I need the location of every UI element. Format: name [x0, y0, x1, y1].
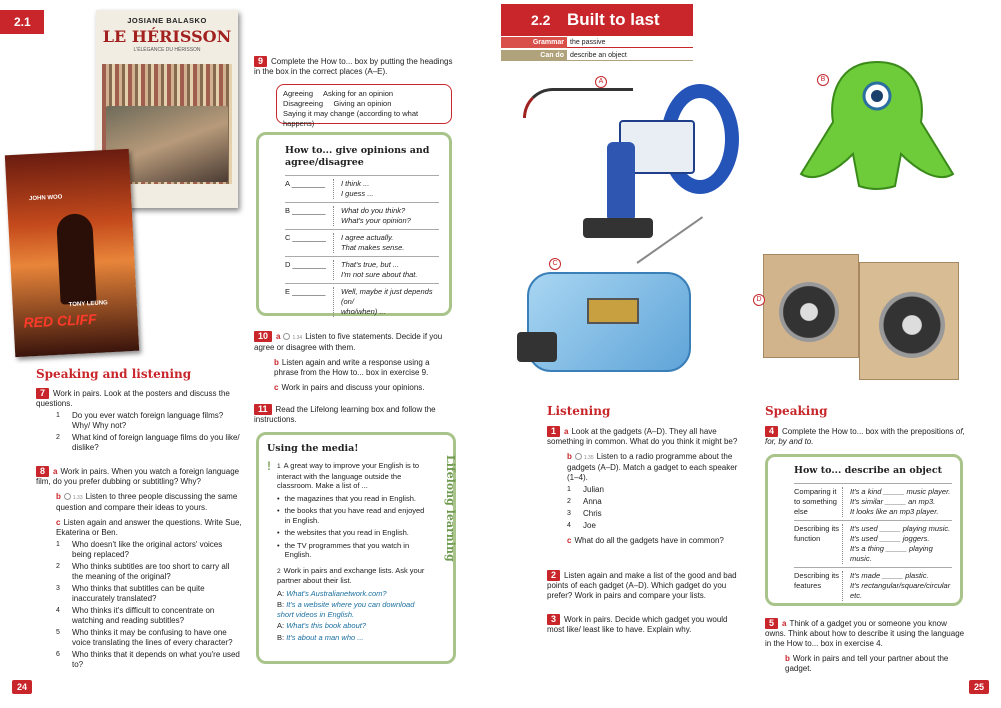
list-item: • the websites that you read in English. — [277, 528, 409, 537]
howto-row: Describing its function It's used _____ playing music. It's used _____ joggers. It's a thing _____ playing music. — [794, 520, 952, 567]
list-item: 4 Joe — [567, 521, 596, 530]
exercise-4: 4 Complete the How to... box with the prepositions of, for, by and to. — [765, 426, 965, 446]
list-item: 2 What kind of foreign language films do you like/ dislike? — [56, 433, 240, 452]
exercise-1: 1 a Look at the gadgets (A–D). They all have something in common. What do you think it might be? b 1.35 Listen to a radio programme about the gadgets (A–D). Match a gadget to each speaker (1–4). 1 Julian 2 Anna 3 Chris 4 Joe c What do all the gadgets have in common? — [547, 426, 743, 546]
page-number-right: 25 — [969, 680, 989, 694]
list-item: 2 Anna — [567, 497, 602, 506]
howto-row: Comparing it to something else It's a kind _____ music player. It's similar _____ an mp3. It looks like an mp3 player. — [794, 483, 952, 520]
poster-director: JOHN WOO — [28, 194, 63, 203]
howto-opinions-box — [256, 132, 452, 316]
right-page — [501, 0, 1001, 708]
photo-label-a: A — [595, 76, 607, 88]
howto-row: B ________ What do you think? What's your opinion? — [285, 202, 439, 229]
howto-object-title: How to... describe an object — [794, 465, 943, 476]
howto-object-box — [765, 454, 963, 606]
exercise-3: 3 Work in pairs. Decide which gadget you would most like/ least like to have. Explain why. — [547, 614, 728, 634]
list-item: 4 Who thinks it's difficult to concentrate on watching and reading subtitles? — [56, 606, 215, 625]
list-item: 3 Who thinks that subtitles can be quite inaccurately translated? — [56, 584, 205, 603]
unit-title: Built to last — [567, 10, 660, 29]
lifelong-side-label: Lifelong learning — [444, 455, 457, 562]
audio-icon[interactable] — [575, 453, 582, 460]
headings-box: Agreeing Asking for an opinion Disagreeing Giving an opinion Saying it may change (according to what happens) — [276, 84, 452, 124]
dialog: A: What's Australianetwork.com? B: It's a website where you can download short videos in English. A: What's this book about? B: It's about a man who ... — [277, 588, 415, 642]
speaking-heading: Speaking — [765, 404, 828, 418]
exercise-7: 7 Work in pairs. Look at the posters and discuss the questions. 1 Do you ever watch foreign language films? Why/ Why not? 2 What kind of foreign language films do you like/ dislike? — [36, 388, 242, 453]
poster-red-cliff-title: RED CLIFF — [23, 310, 98, 331]
poster-author: JOSIANE BALASKO — [127, 16, 207, 25]
exercise-10: 10 a 1.34 Listen to five statements. Decide if you agree or disagree with them. b Listen again and write a response using a phrase from the How to... box in exercise 9. c Work in pairs and discuss your opinions. — [254, 331, 443, 392]
audio-icon[interactable] — [64, 493, 71, 500]
list-item: 6 Who thinks that it depends on what you're used to? — [56, 650, 240, 669]
page-number-left: 24 — [12, 680, 32, 694]
audio-icon[interactable] — [283, 333, 290, 340]
exercise-9: 9 Complete the How to... box by putting the headings in the box in the correct places (A–E). — [254, 56, 453, 76]
list-item: 1 Who doesn't like the original actors' voices being replaced? — [56, 540, 223, 559]
unit-header — [501, 4, 693, 36]
exercise-11: 11 Read the Lifelong learning box and follow the instructions. — [254, 404, 436, 424]
photo-label-d: D — [753, 294, 765, 306]
exercise-2: 2 Listen again and make a list of the good and bad points of each gadget (A–D). Which gadget do you prefer? Work in pairs and compare your lists. — [547, 570, 737, 600]
unit-tab-left: 2.1 — [0, 10, 44, 34]
howto-row: E ________ Well, maybe it just depends (on/ who/when) ... — [285, 283, 439, 320]
list-item: 1 Do you ever watch foreign language films? Why/ Why not? — [56, 411, 224, 430]
exclamation-icon: ! — [267, 459, 271, 473]
list-item: • the magazines that you read in English. — [277, 493, 416, 503]
list-item: 2 Who thinks subtitles are too short to carry all the meaning of the original? — [56, 562, 230, 581]
list-item: • the books that you have read and enjoyed in English. — [277, 506, 425, 525]
lifelong-learning-box: Using the media! ! 1 A great way to improve your English is to interact with the language outside the classroom. Make a list of ... • the magazines that you read in English. • the books that you have read and enjoyed in English. • the websites that you read in English. • the TV programmes that you watch in English. 2 Work in pairs and exchange lists. Ask your partner about their list. A: What's Australianetwork.com? B: It's a website where you can download short videos in English. A: What's this book about? B: It's about a man who ... Lifelong learning — [256, 432, 456, 664]
listening-heading: Listening — [547, 404, 611, 418]
poster-title: LE HÉRISSON — [102, 27, 232, 46]
gadget-c-photo — [517, 262, 717, 382]
list-item: • the TV programmes that you watch in English. — [277, 540, 410, 559]
speaking-listening-heading: Speaking and listening — [36, 367, 192, 381]
howto-row: Describing its features It's made _____ plastic. It's rectangular/square/circular etc. — [794, 567, 952, 604]
exercise-5: 5 a Think of a gadget you or someone you know owns. Think about how to describe it using the language in the How to... box in exercise 4. b Work in pairs and tell your partner about the gadget. — [765, 618, 965, 673]
warrior-silhouette — [56, 213, 97, 305]
poster-actor: TONY LEUNG — [68, 300, 108, 309]
poster-subtitle: L'ÉLÉGANCE DU HÉRISSON — [133, 47, 201, 53]
gadget-a-photo — [519, 78, 739, 250]
howto-row: C ________ I agree actually. That makes sense. — [285, 229, 439, 256]
howto-row: A ________ I think ... I guess ... — [285, 175, 439, 202]
lifelong-title: Using the media! — [267, 443, 359, 454]
list-item: 3 Chris — [567, 509, 602, 518]
list-item: 5 Who thinks it may be confusing to have one voice translating the lines of every character? — [56, 628, 233, 647]
cando-row: Can do describe an object — [501, 50, 693, 61]
left-page — [0, 0, 500, 708]
photo-label-b: B — [817, 74, 829, 86]
poster-red-cliff — [5, 149, 139, 357]
howto-title: How to... give opinions and agree/disagree — [285, 145, 430, 168]
unit-tab-right: 2.2 — [531, 12, 551, 28]
gadget-d-photo — [763, 246, 963, 386]
grammar-row: Grammar the passive — [501, 37, 693, 48]
howto-row: D ________ That's true, but ... I'm not sure about that. — [285, 256, 439, 283]
list-item: 1 Julian — [567, 485, 604, 494]
exercise-8: 8 a Work in pairs. When you watch a foreign language film, do you prefer dubbing or subtitling? Why? b 1.33 Listen to three people discussing the same question and compare their ideas to yours. c Listen again and answer the questions. Write Sue, Ekaterina or Ben. 1 Who doesn't like the original actors' voices being replaced? 2 Who thinks subtitles are too short to carry all the meaning of the original? 3 Who thinks that subtitles can be quite inaccurately translated? 4 Who thinks it's difficult to concentrate on watching and reading subtitles? 5 Who thinks it may be confusing to have one voice translating the lines of every character? 6 Who thinks that it depends on what you're used to? — [36, 466, 242, 669]
photo-label-c: C — [549, 258, 561, 270]
